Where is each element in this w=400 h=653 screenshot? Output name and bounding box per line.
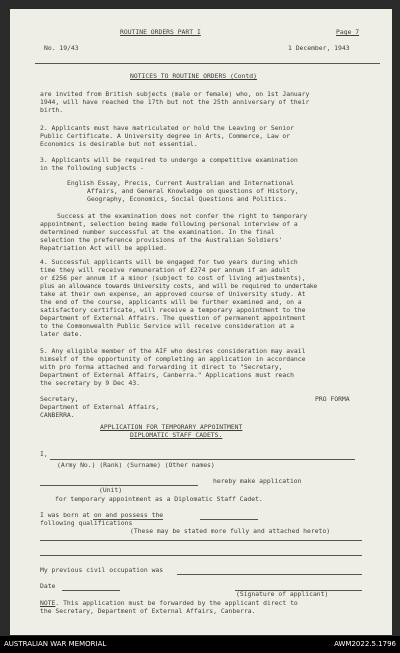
name-captions: (Army No.) (Rank) (Surname) (Other names) xyxy=(57,461,215,469)
signature-caption: (Signature of applicant) xyxy=(236,590,329,598)
archive-name: AUSTRALIAN WAR MEMORIAL xyxy=(4,640,107,648)
birthdate-blank xyxy=(200,519,258,520)
order-date: 1 December, 1943 xyxy=(288,44,350,52)
hereby-text: hereby make application xyxy=(213,477,302,485)
note-line-2: the Secretary, Department of External Affairs, Canberra. xyxy=(40,607,256,615)
qualifications-note: (These may be stated more fully and attached hereto) xyxy=(130,527,331,535)
birth-line: I was born at on and possess the xyxy=(40,511,164,519)
qualifications-blank-2 xyxy=(40,555,362,556)
application-subtitle: DIPLOMATIC STAFF CADETS. xyxy=(130,431,223,439)
note-line-1: NOTE. This application must be forwarded by the applicant direct to xyxy=(40,599,298,607)
document-page: ROUTINE ORDERS PART I Page 7 No. 19/43 1 December, 1943 NOTICES TO ROUTINE ORDERS (Contd) are invited from British subjects (male or female) who, on 1st January 1944, will have reached the 17th but not the 25th anniversary of their birth. 2. Applicants must have matriculated or hold the Leaving or Senior Public Certificate. A University degree in Arts, Commerce, Law or Economics is desirable but not essential. 3. Applicants will be required to undergo a competitive examination in the following subjects - English Essay, Precis, Current Australian and International Affairs, and General Knowledge on questions of History, Geography, Economics, Social Questions and Politics. Success at the examination does not confer the right to temporary appointment, selection being made following personal interview of a determined number successful at the examination. In the final selection the preference provisions of the Australian Soldiers' Repatriation Act will be applied. 4. Successful applicants will be engaged for two years during which time they will receive remuneration of £274 per annum if an adult or £256 per annum if a minor (subject to cost of living adjustments), plus an allowance towards University costs, and will be required to undertake take at their own expense, an approved course of University study. At the end of the course, applicants will be further examined and, on a satisfactory certificate, will receive a temporary appointment to the Department of External Affairs. The question of permanent appointment to the Commonwealth Public Service will receive consideration at a later date. 5. Any eligible member of the AIF who desires consideration may avail himself of the opportunity of completing an application in accordance with pro forma attached and forwarding it direct to "Secretary, Department of External Affairs, Canberra." Applications must reach the secretary by 9 Dec 43. Secretary, Department of External Affairs, CANBERRA. PRO FORMA APPLICATION FOR TEMPORARY APPOINTMENT DIPLOMATIC STAFF CADETS. I, (Army No.) (Rank) (Surname) (Other names) hereby make application (Unit) for temporary appointment as a Diplomatic Staff Cadet. I was born at on and possess the following qualifications (These may be stated more fully and attached hereto) My previous civil occupation was Date (Signature of applicant) NOTE. This application must be forwarded by the applicant direct to the Secretary, Department of External Affairs, Canberra. xyxy=(10,9,392,635)
section-title: NOTICES TO ROUTINE ORDERS (Contd) xyxy=(130,72,257,80)
qualifications-label: following qualifications xyxy=(40,519,133,527)
application-purpose: for temporary appointment as a Diplomatic Staff Cadet. xyxy=(55,495,263,503)
page-number: Page 7 xyxy=(336,28,360,36)
civil-occupation-blank xyxy=(177,574,362,575)
archive-reference: AWM2022.5.1796 xyxy=(334,640,396,648)
qualifications-blank-1 xyxy=(40,540,362,541)
note-label: NOTE xyxy=(40,599,56,607)
date-label: Date xyxy=(40,582,56,590)
archive-footer xyxy=(0,636,400,653)
header-rule xyxy=(35,63,380,64)
name-line-label: I, xyxy=(40,450,48,458)
order-number: No. 19/43 xyxy=(44,44,79,52)
application-title: APPLICATION FOR TEMPORARY APPOINTMENT xyxy=(100,423,243,431)
civil-occupation-label: My previous civil occupation was xyxy=(40,566,164,574)
name-blank xyxy=(50,459,355,460)
unit-caption: (Unit) xyxy=(99,486,123,494)
pro-forma-label: PRO FORMA xyxy=(315,395,350,403)
date-blank xyxy=(62,590,120,591)
header-title: ROUTINE ORDERS PART I xyxy=(120,28,201,36)
